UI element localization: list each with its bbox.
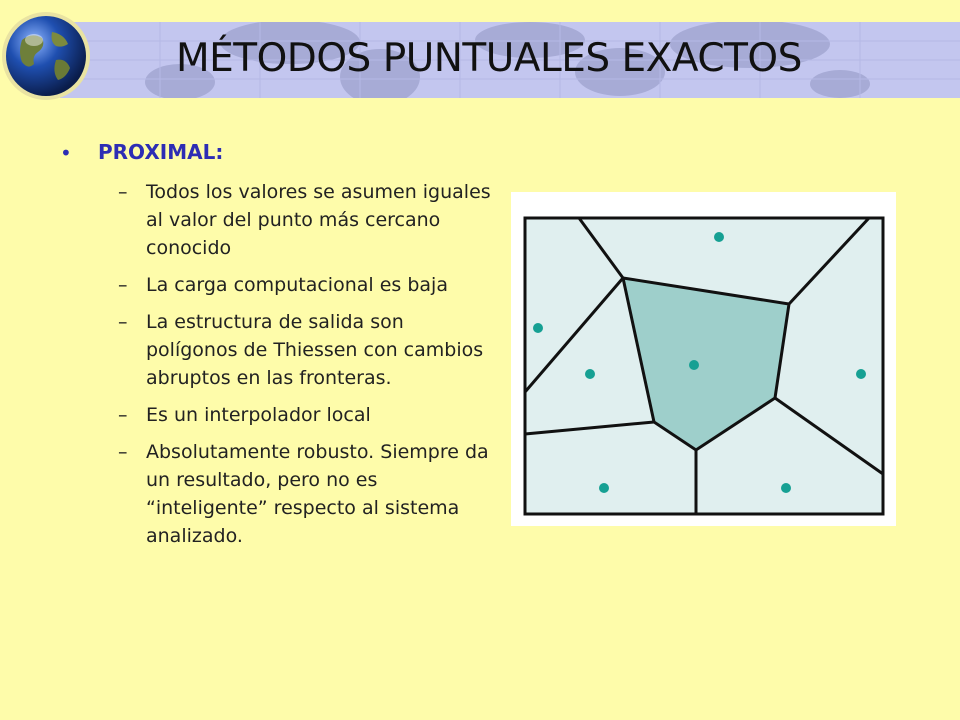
dash-marker: – [118, 274, 128, 296]
dash-marker: – [118, 441, 128, 463]
data-point [533, 323, 543, 333]
list-item-text: La carga computacional es baja [146, 274, 448, 296]
data-point [781, 483, 791, 493]
bullet-proximal [60, 138, 500, 166]
voronoi-svg [511, 192, 896, 526]
dash-marker: – [118, 311, 128, 333]
list-item-text: Es un interpolador local [146, 404, 371, 426]
list-item-text: La estructura de salida son polígonos de Thiessen con cambios abruptos en las fronteras. [146, 311, 484, 389]
sub-bullet-list [60, 178, 500, 550]
list-item [60, 308, 500, 392]
dash-marker: – [118, 404, 128, 426]
data-point [689, 360, 699, 370]
list-item [60, 438, 500, 550]
data-point [599, 483, 609, 493]
list-item-text: Todos los valores se asumen iguales al valor del punto más cercano conocido [146, 181, 491, 259]
list-item [60, 178, 500, 262]
data-point [856, 369, 866, 379]
list-item [60, 271, 500, 299]
data-point [714, 232, 724, 242]
data-point [585, 369, 595, 379]
list-item-text: Absolutamente robusto. Siempre da un resultado, pero no es “inteligente” respecto al sistema analizado. [146, 441, 489, 547]
page-title: MÉTODOS PUNTUALES EXACTOS [176, 36, 802, 81]
bullet-label: PROXIMAL: [98, 140, 224, 164]
slide-content [60, 138, 500, 559]
dash-marker: – [118, 181, 128, 203]
thiessen-polygon-diagram [511, 192, 896, 526]
bullet-dot: • [60, 141, 72, 165]
globe-icon [0, 10, 92, 102]
list-item [60, 401, 500, 429]
